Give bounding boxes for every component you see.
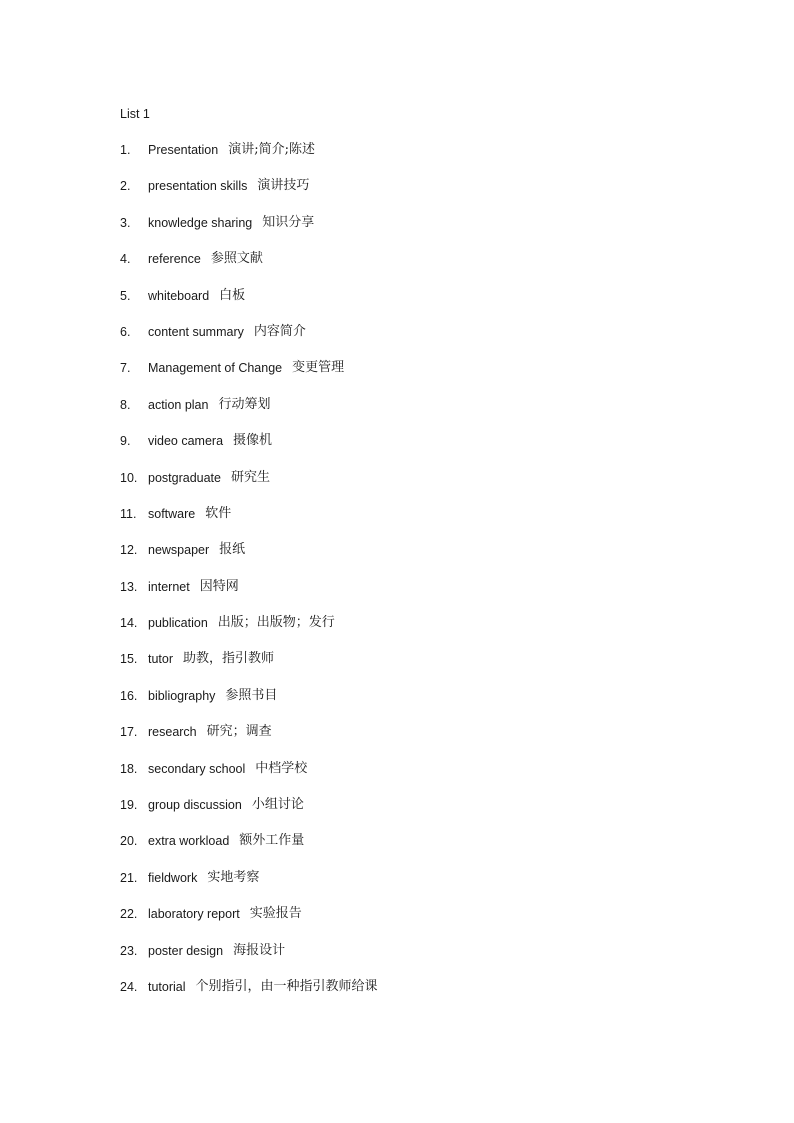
item-meaning: 报纸	[219, 542, 246, 558]
item-number: 10.	[120, 470, 138, 485]
list-item	[120, 979, 720, 1015]
item-number: 13.	[120, 579, 138, 594]
list-item	[120, 397, 720, 433]
item-number: 2.	[120, 179, 131, 194]
item-number: 15.	[120, 652, 138, 667]
item-meaning: 个别指引，由一种指引教师给课	[195, 978, 378, 994]
item-term: content summary	[148, 324, 244, 339]
item-meaning: 海报设计	[233, 942, 286, 958]
item-term: publication	[148, 616, 208, 631]
list-item	[120, 542, 720, 578]
list-item	[120, 360, 720, 396]
item-meaning: 助教，指引教师	[183, 651, 275, 667]
item-term: extra workload	[148, 834, 230, 849]
item-number: 17.	[120, 725, 138, 740]
item-term: tutorial	[148, 979, 186, 994]
list-item	[120, 906, 720, 942]
item-meaning: 出版；出版物；发行	[217, 615, 335, 631]
list-item	[120, 142, 720, 178]
list-item	[120, 433, 720, 469]
list-item	[120, 651, 720, 687]
item-meaning: 额外工作量	[239, 833, 305, 849]
item-term: tutor	[148, 652, 174, 667]
item-number: 12.	[120, 543, 138, 558]
list-item	[120, 579, 720, 615]
item-meaning: 参照书目	[225, 687, 278, 703]
item-meaning: 实验报告	[249, 906, 302, 922]
item-term: knowledge sharing	[148, 215, 253, 230]
item-term: research	[148, 725, 197, 740]
item-term: postgraduate	[148, 470, 221, 485]
item-number: 8.	[120, 397, 131, 412]
item-number: 23.	[120, 943, 138, 958]
item-meaning: 内容简介	[253, 323, 306, 339]
item-term: Presentation	[148, 143, 219, 157]
item-term: newspaper	[148, 543, 210, 558]
item-meaning: 变更管理	[292, 360, 345, 376]
item-number: 18.	[120, 761, 138, 776]
item-number: 5.	[120, 288, 131, 303]
item-term: fieldwork	[148, 870, 198, 885]
item-term: secondary school	[148, 761, 246, 776]
item-number: 1.	[120, 143, 131, 157]
list-item	[120, 506, 720, 542]
list-title: List 1	[120, 107, 150, 121]
item-meaning: 演讲;简介;陈述	[228, 142, 315, 157]
item-term: reference	[148, 252, 201, 267]
item-number: 21.	[120, 870, 138, 885]
list-item	[120, 797, 720, 833]
item-number: 14.	[120, 616, 138, 631]
item-number: 3.	[120, 215, 131, 230]
item-number: 24.	[120, 979, 138, 994]
item-meaning: 实地考察	[207, 869, 260, 885]
item-term: laboratory report	[148, 907, 240, 922]
list-item	[120, 288, 720, 324]
item-term: bibliography	[148, 688, 216, 703]
list-item	[120, 215, 720, 251]
list-item	[120, 870, 720, 906]
vocabulary-list	[120, 142, 720, 1015]
item-meaning: 小组讨论	[251, 797, 304, 813]
list-item	[120, 324, 720, 360]
item-term: video camera	[148, 434, 224, 449]
item-term: presentation skills	[148, 179, 248, 194]
item-meaning: 因特网	[199, 578, 239, 594]
item-number: 16.	[120, 688, 138, 703]
list-item	[120, 833, 720, 869]
list-item	[120, 251, 720, 287]
item-number: 11.	[120, 506, 137, 521]
item-meaning: 白板	[219, 287, 246, 303]
item-term: software	[148, 506, 196, 521]
item-term: poster design	[148, 943, 224, 958]
list-item	[120, 761, 720, 797]
item-number: 9.	[120, 434, 131, 449]
item-meaning: 研究生	[230, 469, 270, 485]
item-term: internet	[148, 579, 190, 594]
list-item	[120, 943, 720, 979]
item-number: 7.	[120, 361, 131, 376]
item-term: group discussion	[148, 798, 242, 813]
item-number: 6.	[120, 324, 131, 339]
item-number: 4.	[120, 252, 131, 267]
list-item	[120, 724, 720, 760]
list-item	[120, 688, 720, 724]
item-meaning: 中档学校	[255, 760, 308, 776]
item-meaning: 演讲技巧	[257, 178, 310, 194]
item-term: Management of Change	[148, 361, 283, 376]
item-meaning: 软件	[205, 505, 232, 521]
item-meaning: 参照文献	[210, 251, 263, 267]
item-number: 22.	[120, 907, 138, 922]
list-item	[120, 470, 720, 506]
item-number: 20.	[120, 834, 138, 849]
item-term: whiteboard	[148, 288, 210, 303]
item-term: action plan	[148, 397, 209, 412]
item-meaning: 研究；调查	[206, 724, 272, 740]
item-number: 19.	[120, 798, 138, 813]
item-meaning: 知识分享	[262, 214, 315, 230]
list-item	[120, 615, 720, 651]
item-meaning: 行动筹划	[218, 396, 271, 412]
list-item	[120, 178, 720, 214]
item-meaning: 摄像机	[233, 433, 273, 449]
